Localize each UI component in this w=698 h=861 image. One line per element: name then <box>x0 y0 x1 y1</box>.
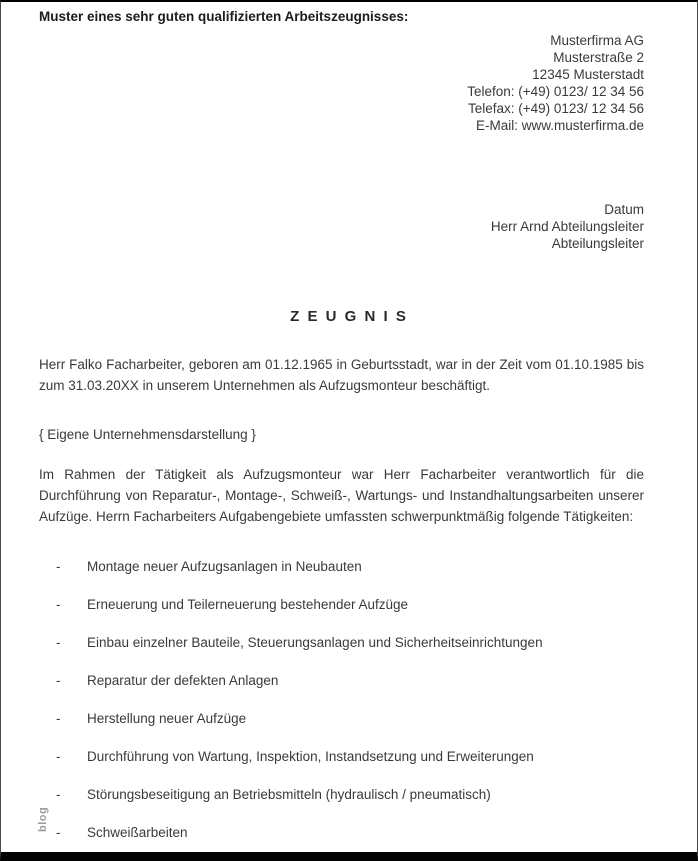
sender-fax: Telefax: (+49) 0123/ 12 34 56 <box>467 101 644 116</box>
task-text: Störungsbeseitigung an Betriebsmitteln (hydraulisch / pneumatisch) <box>87 787 491 802</box>
date-label: Datum <box>604 202 644 217</box>
dash-bullet: - <box>56 673 61 688</box>
task-item <box>39 786 644 803</box>
document-title: Z E U G N I S <box>290 308 408 325</box>
task-text: Durchführung von Wartung, Inspektion, Instandsetzung und Erweiterungen <box>87 749 534 764</box>
dash-bullet: - <box>56 597 61 612</box>
task-item <box>39 596 644 613</box>
task-text: Einbau einzelner Bauteile, Steuerungsanlagen und Sicherheitseinrichtungen <box>87 635 543 650</box>
dash-bullet: - <box>56 787 61 802</box>
sender-city: 12345 Musterstadt <box>532 67 644 82</box>
dash-bullet: - <box>56 559 61 574</box>
sender-address-block <box>467 32 644 134</box>
intro-paragraph: Herr Falko Facharbeiter, geboren am 01.12.1965 in Geburtsstadt, war in der Zeit vom 01.10.1985 bis zum 31.03.20XX in unserem Unternehmen als Aufzugsmonteur beschäftigt. <box>39 357 644 393</box>
task-text: Schweißarbeiten <box>87 825 188 840</box>
dash-bullet: - <box>56 825 61 840</box>
task-item <box>39 710 644 727</box>
sender-phone: Telefon: (+49) 0123/ 12 34 56 <box>467 84 644 99</box>
task-list <box>39 558 644 861</box>
task-text: Herstellung neuer Aufzüge <box>87 711 247 726</box>
sender-email: E-Mail: www.musterfirma.de <box>475 118 644 133</box>
task-text: Montage neuer Aufzugsanlagen in Neubauten <box>87 559 362 574</box>
task-item <box>39 824 644 841</box>
task-item <box>39 558 644 575</box>
recipient-role: Abteilungsleiter <box>551 236 644 251</box>
dash-bullet: - <box>56 711 61 726</box>
sender-company: Musterfirma AG <box>550 33 644 48</box>
tasks-paragraph: Im Rahmen der Tätigkeit als Aufzugsmonteur war Herr Facharbeiter verantwortlich für die Durchführung von Reparatur-, Montage-, Schweiß-, Wartungs- und Instandhaltungsarbeiten unserer Aufzüge. Herrn Facharbeiters Aufgabengebiete umfassten schwerpunktmäßig folgende Tätigkeiten: <box>39 467 644 524</box>
task-text: Reparatur der defekten Anlagen <box>87 673 279 688</box>
blog-watermark: blog <box>37 806 49 832</box>
task-item <box>39 672 644 689</box>
sender-street: Musterstraße 2 <box>553 50 644 65</box>
company-placeholder: { Eigene Unternehmensdarstellung } <box>39 427 256 442</box>
dash-bullet: - <box>56 635 61 650</box>
document-heading: Muster eines sehr guten qualifizierten Arbeitszeugnisses: <box>39 9 409 24</box>
recipient-name: Herr Arnd Abteilungsleiter <box>490 219 644 234</box>
task-item <box>39 748 644 765</box>
dash-bullet: - <box>56 749 61 764</box>
task-item <box>39 634 644 651</box>
date-recipient-block <box>491 201 644 252</box>
task-text: Erneuerung und Teilerneuerung bestehender Aufzüge <box>87 597 409 612</box>
